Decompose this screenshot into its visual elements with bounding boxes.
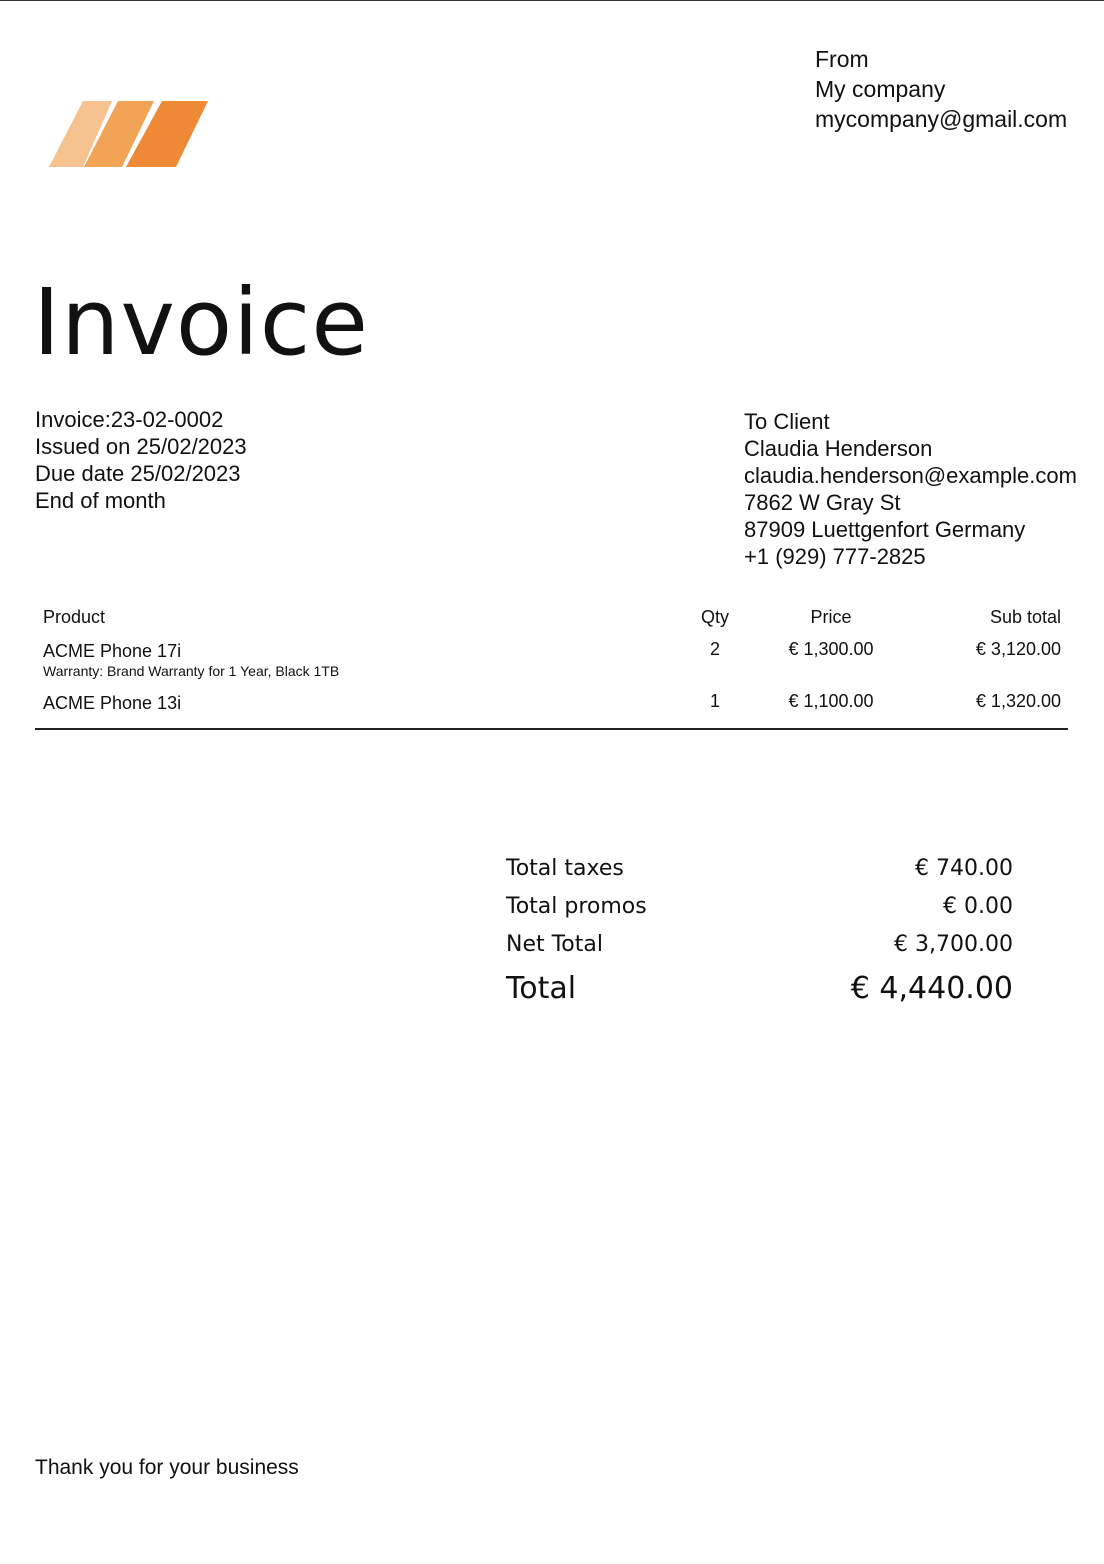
item-qty: 1 [709, 691, 720, 711]
item-description: Warranty: Brand Warranty for 1 Year, Black 1TB [43, 663, 340, 679]
table-row [35, 686, 1068, 720]
header-product: Product [43, 607, 106, 627]
total-taxes-label: Total taxes [506, 856, 624, 881]
thank-you-note: Thank you for your business [35, 1456, 299, 1479]
item-product: ACME Phone 13i [43, 693, 182, 713]
document-title: Invoice [33, 269, 369, 376]
payment-terms: End of month [35, 488, 166, 513]
item-price: € 1,300.00 [788, 639, 874, 659]
item-subtotal: € 1,320.00 [975, 691, 1061, 711]
sender-company: My company [815, 76, 946, 102]
table-row [35, 634, 1068, 686]
sender-block [815, 44, 1067, 134]
item-qty: 2 [709, 639, 720, 659]
grand-total-row [506, 966, 1013, 1012]
invoice-meta [35, 406, 247, 514]
item-subtotal: € 3,120.00 [975, 639, 1061, 659]
client-block [744, 408, 1077, 570]
grand-total-label: Total [506, 971, 577, 1006]
table-header [35, 600, 1068, 634]
top-border [0, 0, 1104, 1]
line-items-table [35, 600, 1068, 730]
item-price: € 1,100.00 [788, 691, 874, 711]
header-subtotal: Sub total [989, 607, 1061, 627]
client-email: claudia.henderson@example.com [744, 463, 1077, 488]
item-product: ACME Phone 17i [43, 641, 182, 661]
header-qty: Qty [700, 607, 729, 627]
from-heading: From [815, 46, 869, 72]
client-heading: To Client [744, 409, 830, 434]
net-total-label: Net Total [506, 932, 603, 957]
total-promos-row [506, 890, 1013, 928]
client-city: 87909 Luettgenfort Germany [744, 517, 1026, 542]
net-total-row [506, 928, 1013, 966]
company-logo-icon [46, 98, 212, 170]
total-promos-value: € 0.00 [943, 894, 1013, 919]
grand-total-value: € 4,440.00 [850, 971, 1013, 1006]
client-name: Claudia Henderson [744, 436, 933, 461]
issue-date: Issued on 25/02/2023 [35, 434, 247, 459]
header-price: Price [810, 607, 852, 627]
client-phone: +1 (929) 777-2825 [744, 544, 926, 569]
total-taxes-row [506, 852, 1013, 890]
net-total-value: € 3,700.00 [894, 932, 1013, 957]
total-promos-label: Total promos [506, 894, 647, 919]
total-taxes-value: € 740.00 [915, 856, 1013, 881]
due-date: Due date 25/02/2023 [35, 461, 241, 486]
invoice-number: Invoice:23-02-0002 [35, 407, 224, 432]
sender-email: mycompany@gmail.com [815, 106, 1068, 132]
totals-summary [506, 852, 1013, 1012]
client-street: 7862 W Gray St [744, 490, 901, 515]
